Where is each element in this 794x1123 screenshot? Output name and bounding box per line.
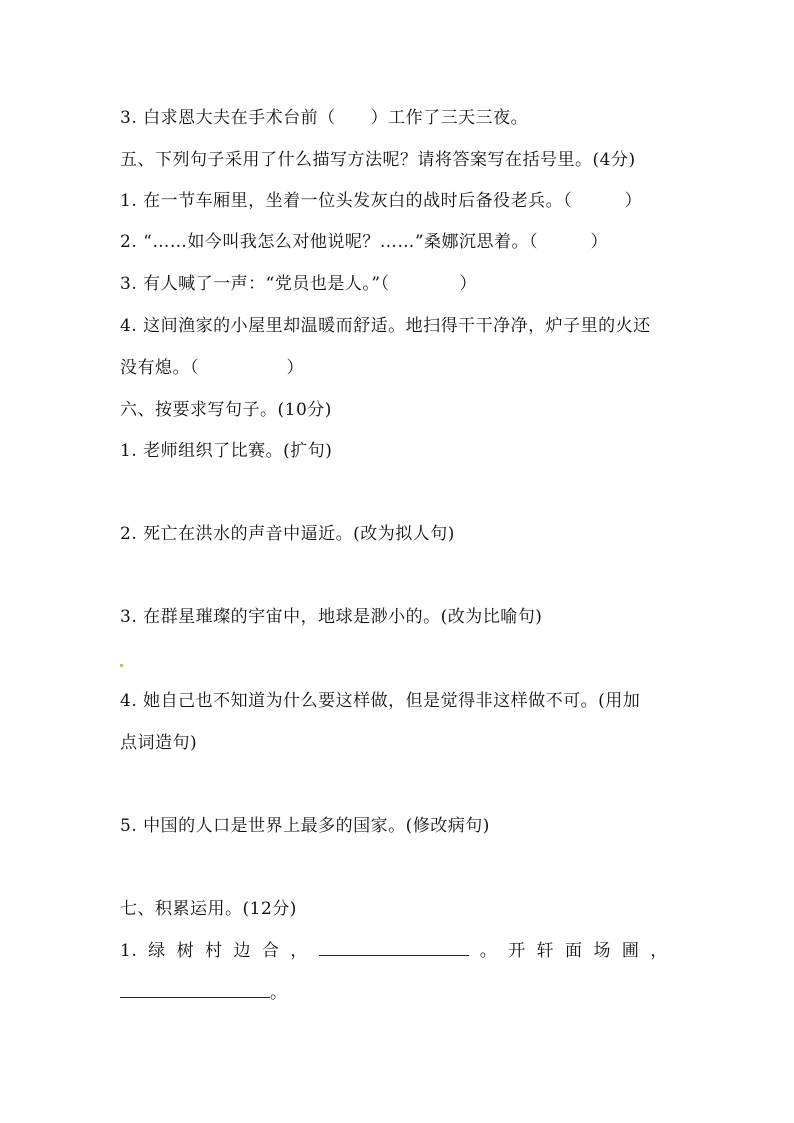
sec6-item-2: 2. 死亡在洪水的声音中逼近。(改为拟人句) bbox=[120, 524, 455, 544]
sec7-q1-char: 。 bbox=[479, 941, 498, 961]
sec5-item-4-line2: 没有熄。（ ） bbox=[120, 358, 304, 378]
sec7-q1-char: 合 bbox=[261, 941, 280, 961]
sec7-q1-char: ， bbox=[650, 941, 668, 961]
sec7-q1-char: 边 bbox=[233, 941, 251, 961]
sec7-q1-char: 轩 bbox=[536, 941, 555, 961]
sec7-q1-char: 面 bbox=[565, 941, 583, 961]
sec7-q1-line1 bbox=[120, 939, 668, 963]
sec6-item-4-line1: 4. 她自己也不知道为什么要这样做，但是觉得非这样做不可。(用加 bbox=[120, 691, 641, 711]
sec7-q1-char: 开 bbox=[508, 941, 526, 961]
sec5-heading: 五、下列句子采用了什么描写方法呢？请将答案写在括号里。(4分) bbox=[120, 150, 636, 170]
sec4-item-3: 3. 白求恩大夫在手术台前（ ）工作了三天三夜。 bbox=[120, 108, 529, 128]
sec7-heading: 七、积累运用。(12分) bbox=[120, 899, 297, 919]
sec5-item-1: 1. 在一节车厢里，坐着一位头发灰白的战时后备役老兵。（ ） bbox=[120, 191, 643, 211]
sec7-q1-char: 绿 bbox=[148, 941, 166, 961]
sec5-item-3: 3. 有人喊了一声：“党员也是人。”（ ） bbox=[120, 274, 478, 294]
sec7-q1-char: ， bbox=[290, 941, 308, 961]
sec6-heading: 六、按要求写句子。(10分) bbox=[120, 400, 332, 420]
sec7-q1-line2 bbox=[120, 981, 288, 1005]
answer-blank-1[interactable] bbox=[319, 939, 469, 956]
sec6-item-3: 3. 在群星璀璨的宇宙中，地球是渺小的。(改为比喻句) bbox=[120, 607, 543, 627]
sec6-item-5: 5. 中国的人口是世界上最多的国家。(修改病句) bbox=[120, 816, 490, 836]
sec5-item-4-line1: 4. 这间渔家的小屋里却温暖而舒适。地扫得干干净净，炉子里的火还 bbox=[120, 316, 651, 336]
sec7-q1-end: 。 bbox=[270, 983, 288, 1003]
sec7-q1-char: 树 bbox=[176, 941, 195, 961]
answer-blank-2[interactable] bbox=[120, 981, 270, 998]
sec6-item-1: 1. 老师组织了比赛。(扩句) bbox=[120, 441, 333, 461]
stray-mark bbox=[120, 664, 123, 667]
sec7-q1-char: 村 bbox=[205, 941, 223, 961]
sec7-q1-char: 圃 bbox=[621, 941, 640, 961]
sec6-item-4-line2: 点词造句) bbox=[120, 733, 198, 753]
sec5-item-2: 2. “……如今叫我怎么对他说呢？……”桑娜沉思着。（ ） bbox=[120, 232, 609, 252]
sec7-q1-char: 1. bbox=[120, 941, 138, 961]
sec7-q1-char: 场 bbox=[593, 941, 611, 961]
